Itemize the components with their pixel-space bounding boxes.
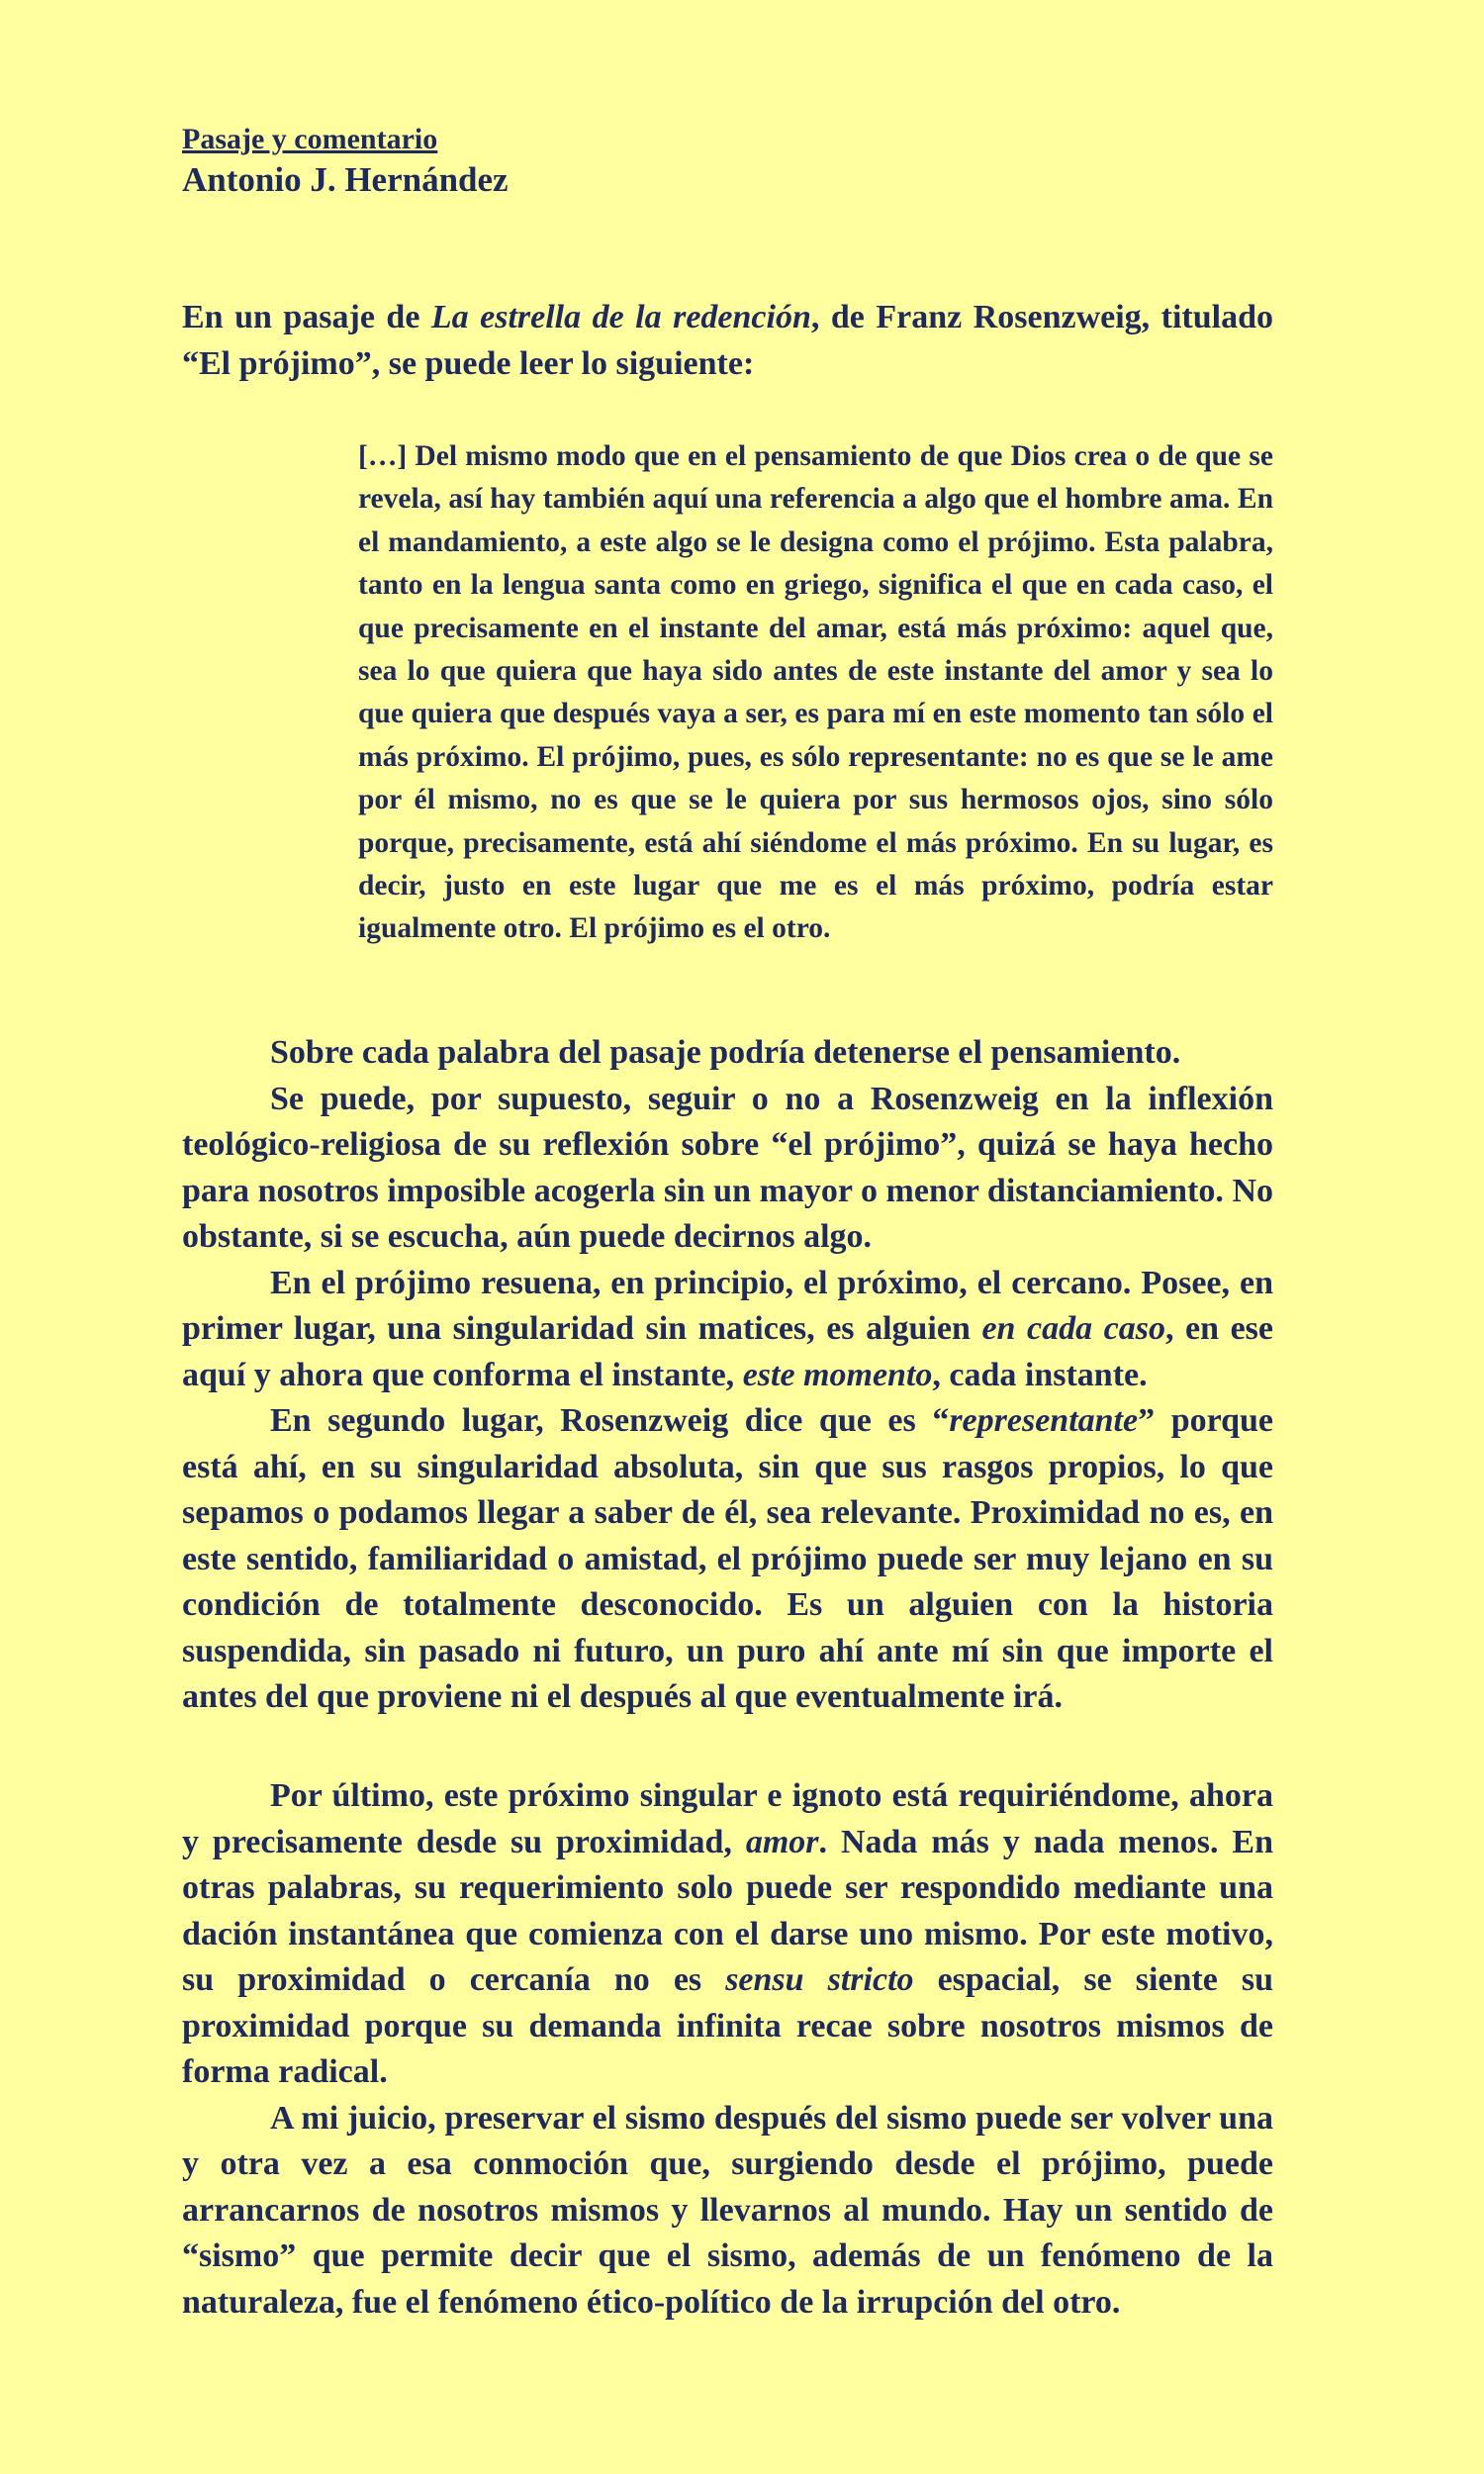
p3-emphasis-1: en cada caso — [981, 1310, 1165, 1347]
commentary-paragraph-5 — [182, 1773, 1273, 2096]
p3-text-a: En el prójimo resuena, en principio, el próximo, el cercano. Posee, en primer lugar, una singularidad sin matices, es alguien — [182, 1264, 1273, 1347]
commentary-paragraph-2: Se puede, por supuesto, seguir o no a Rosenzweig en la inflexión teológico-religiosa de su reflexión sobre “el prójimo”, quizá se haya hecho para nosotros imposible acogerla sin un mayor o menor distanciamiento. No obstante, si se escucha, aún puede decirnos algo. — [182, 1080, 1273, 1255]
intro-text-1: En un pasaje de — [182, 299, 431, 335]
commentary-block-2 — [182, 1773, 1273, 2326]
document-header — [182, 121, 1270, 202]
p5-text-b: . Nada más y nada menos. En otras palabras, su requerimiento solo puede ser respondido mediante una dación instantánea que comienza con el darse uno mismo. Por este motivo, su proximidad o cercanía no es — [182, 1823, 1273, 1998]
p4-text-a: En segundo lugar, Rosenzweig dice que es “ — [270, 1402, 950, 1439]
book-title: La estrella de la redención — [430, 299, 811, 335]
intro-paragraph — [182, 294, 1273, 387]
p3-text-c: , cada instante. — [932, 1356, 1148, 1393]
p3-emphasis-2: este momento — [742, 1356, 933, 1393]
block-quote: […] Del mismo modo que en el pensamiento de que Dios crea o de que se revela, así hay también aquí una referencia a algo que el hombre ama. En el mandamiento, a este algo se le designa como el prójimo. Esta palabra, tanto en la lengua santa como en griego, significa el que en cada caso, el que precisamente en el instante del amar, está más próximo: aquel que, sea lo que quiera que haya sido antes de este instante del amor y sea lo que quiera que después vaya a ser, es para mí en este momento tan sólo el más próximo. El prójimo, pues, es sólo representante: no es que se le ame por él mismo, no es que se le quiera por sus hermosos ojos, sino sólo porque, precisamente, está ahí siéndome el más próximo. En su lugar, es decir, justo en este lugar que me es el más próximo, podría estar igualmente otro. El prójimo es el otro. — [358, 440, 1273, 945]
section-label: Pasaje y comentario — [182, 123, 438, 155]
p5-text-a: Por último, este próximo singular e ignoto está requiriéndome, ahora y precisamente desde su proximidad, — [182, 1777, 1273, 1860]
p4-text-b: ” porque está ahí, en su singularidad absoluta, sin que sus rasgos propios, lo que sepamos o podamos llegar a saber de él, sea relevante. Proximidad no es, en este sentido, familiaridad o amistad, el prójimo puede ser muy lejano en su condición de totalmente desconocido. Es un alguien con la historia suspendida, sin pasado ni futuro, un puro ahí ante mí sin que importe el antes del que proviene ni el después al que eventualmente irá. — [182, 1402, 1273, 1715]
commentary-paragraph-4 — [182, 1398, 1273, 1721]
commentary-paragraph-6: A mi juicio, preservar el sismo después del sismo puede ser volver una y otra vez a esa conmoción que, surgiendo desde el prójimo, puede arrancarnos de nosotros mismos y llevarnos al mundo. Hay un sentido de “sismo” que permite decir que el sismo, además de un fenómeno de la naturaleza, fue el fenómeno ético-político de la irrupción del otro. — [182, 2099, 1273, 2321]
commentary-paragraph-1: Sobre cada palabra del pasaje podría detenerse el pensamiento. — [270, 1034, 1181, 1071]
p4-emphasis: representante — [949, 1402, 1139, 1439]
p5-emphasis-2: sensu stricto — [725, 1961, 914, 1998]
commentary-paragraph-3 — [182, 1261, 1273, 1399]
p5-emphasis-1: amor — [745, 1823, 819, 1860]
p5-text-c: espacial, se siente su proximidad porque su demanda infinita recae sobre nosotros mismos de forma radical. — [182, 1961, 1273, 2090]
intro-text-2: , de Franz Rosenzweig, titulado “El prójimo”, se puede leer lo siguiente: — [182, 299, 1273, 382]
author-name: Antonio J. Hernández — [182, 160, 509, 199]
p3-text-b: , en ese aquí y ahora que conforma el instante, — [182, 1310, 1273, 1393]
commentary-block-1 — [182, 1030, 1273, 1721]
